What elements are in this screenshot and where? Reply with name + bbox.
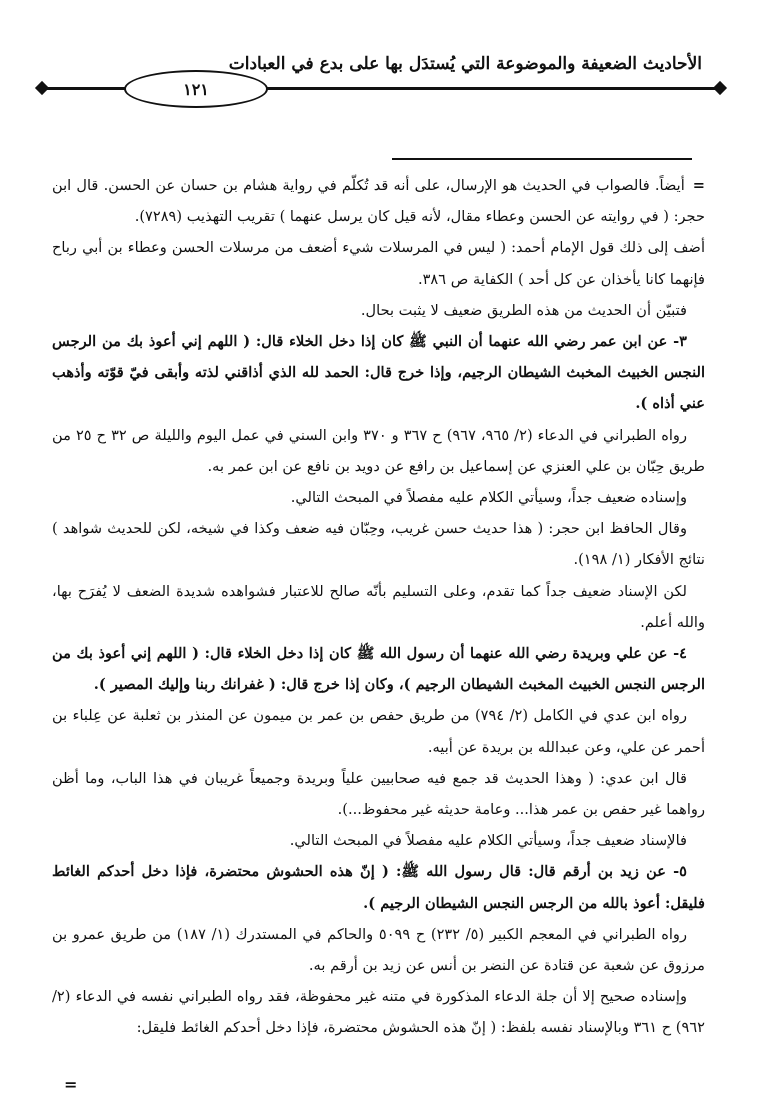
running-header — [40, 48, 722, 118]
paragraph: فتبيّن أن الحديث من هذه الطريق ضعيف لا يثبت بحال. — [360, 301, 687, 319]
page-number: ١٢١ — [124, 70, 268, 108]
paragraph: قال ابن عدي: ( وهذا الحديث قد جمع فيه صحابيين علياً وبريدة وجميعاً غريبان في هذا الباب، وما أظن رواهما غير حفص بن عمر هذا... وعامة حديثه غير محفوظ...). — [52, 769, 705, 819]
paragraph: أضف إلى ذلك قول الإمام أحمد: ( ليس في المرسلات شيء أضعف من مرسلات الحسن وعطاء بن أبي رباح فإنهما كانا يأخذان عن كل أحد ) الكفاية ص ٣٨٦. — [52, 239, 705, 288]
paragraph: لكن الإسناد ضعيف جداً كما تقدم، وعلى التسليم بأنّه صالح للاعتبار فشواهده شديدة الضعف لا يُفرَح بها، والله أعلم. — [52, 582, 705, 631]
diamond-ornament-icon — [713, 81, 727, 95]
paragraph: فالإسناد ضعيف جداً، وسيأتي الكلام عليه مفصلاً في المبحث التالي. — [289, 832, 687, 850]
paragraph: =أيضاً. فالصواب في الحديث هو الإرسال، على أنه قد تُكلّم في رواية هشام بن حسان عن الحسن. قال ابن حجر: ( في روايته عن الحسن وعطاء مقال، لأنه قيل كان يرسل عنهما ) تقريب التهذيب (٧٢٨٩). — [52, 170, 705, 232]
paragraph: رواه الطبراني في الدعاء (٢/ ٩٦٥، ٩٦٧) ح ٣٦٧ و ٣٧٠ وابن السني في عمل اليوم والليلة ص ٣٢ ح ٢٥ من طريق حِبّان بن علي العنزي عن إسماعيل بن رافع عن دويد بن نافع عن ابن عمر به. — [52, 426, 705, 475]
paragraph: رواه ابن عدي في الكامل (٢/ ٧٩٤) من طريق حفص بن عمر بن ميمون عن المنذر بن ثعلبة عن عِلباء بن أحمر عن علي، وعن عبدالله بن بريدة عن أبيه. — [52, 707, 705, 756]
paragraph: رواه الطبراني في المعجم الكبير (٥/ ٢٣٢) ح ٥٠٩٩ والحاكم في المستدرك (١/ ١٨٧) من طريق عمرو بن مرزوق عن شعبة عن قتادة عن النضر بن أنس عن زيد بن أرقم به. — [52, 925, 705, 975]
footnote-separator — [392, 158, 692, 160]
footnote-body — [52, 170, 705, 1044]
continuation-end-mark: = — [64, 1075, 78, 1094]
hadith-4: ٤- عن علي وبريدة رضي الله عنهما أن رسول الله ﷺ كان إذا دخل الخلاء قال: ( اللهم إني أعوذ بك من الرجس النجس الخبيث المخبث الشيطان الرجيم )، وكان إذا خرج قال: ( غفرانك ربنا وإليك المصير ). — [52, 645, 705, 694]
running-title: الأحاديث الضعيفة والموضوعة التي يُستدَل بها على بدع في العبادات — [228, 54, 702, 74]
hadith-3: ٣- عن ابن عمر رضي الله عنهما أن النبي ﷺ كان إذا دخل الخلاء قال: ( اللهم إني أعوذ بك من الرجس النجس الخبيث المخبث الشيطان الرجيم، وإذا خرج قال: الحمد لله الذي أذاقني لذته وأبقى فيّ قوّته وأذهب عني أذاه ). — [52, 333, 705, 413]
hadith-5: ٥- عن زيد بن أرقم قال: قال رسول الله ﷺ: ( إنّ هذه الحشوش محتضرة، فإذا دخل أحدكم الغائط فليقل: أعوذ بالله من الرجس النجس الشيطان الرجيم ). — [52, 863, 705, 912]
paragraph: وإسناده ضعيف جداً، وسيأتي الكلام عليه مفصلاً في المبحث التالي. — [290, 489, 687, 507]
paragraph: وقال الحافظ ابن حجر: ( هذا حديث حسن غريب، وحِبّان فيه ضعف وكذا في شيخه، لكن للحديث شواهد ) نتائج الأفكار (١/ ١٩٨). — [52, 520, 705, 569]
continuation-mark: = — [692, 177, 705, 194]
diamond-ornament-icon — [35, 81, 49, 95]
paragraph: وإسناده صحيح إلا أن جلة الدعاء المذكورة في متنه غير محفوظة، فقد رواه الطبراني نفسه في الدعاء (٢/ ٩٦٢) ح ٣٦١ وبالإسناد نفسه بلفظ: ( إنّ هذه الحشوش محتضرة، فإذا دخل أحدكم الغائط فليقل: — [52, 988, 705, 1037]
